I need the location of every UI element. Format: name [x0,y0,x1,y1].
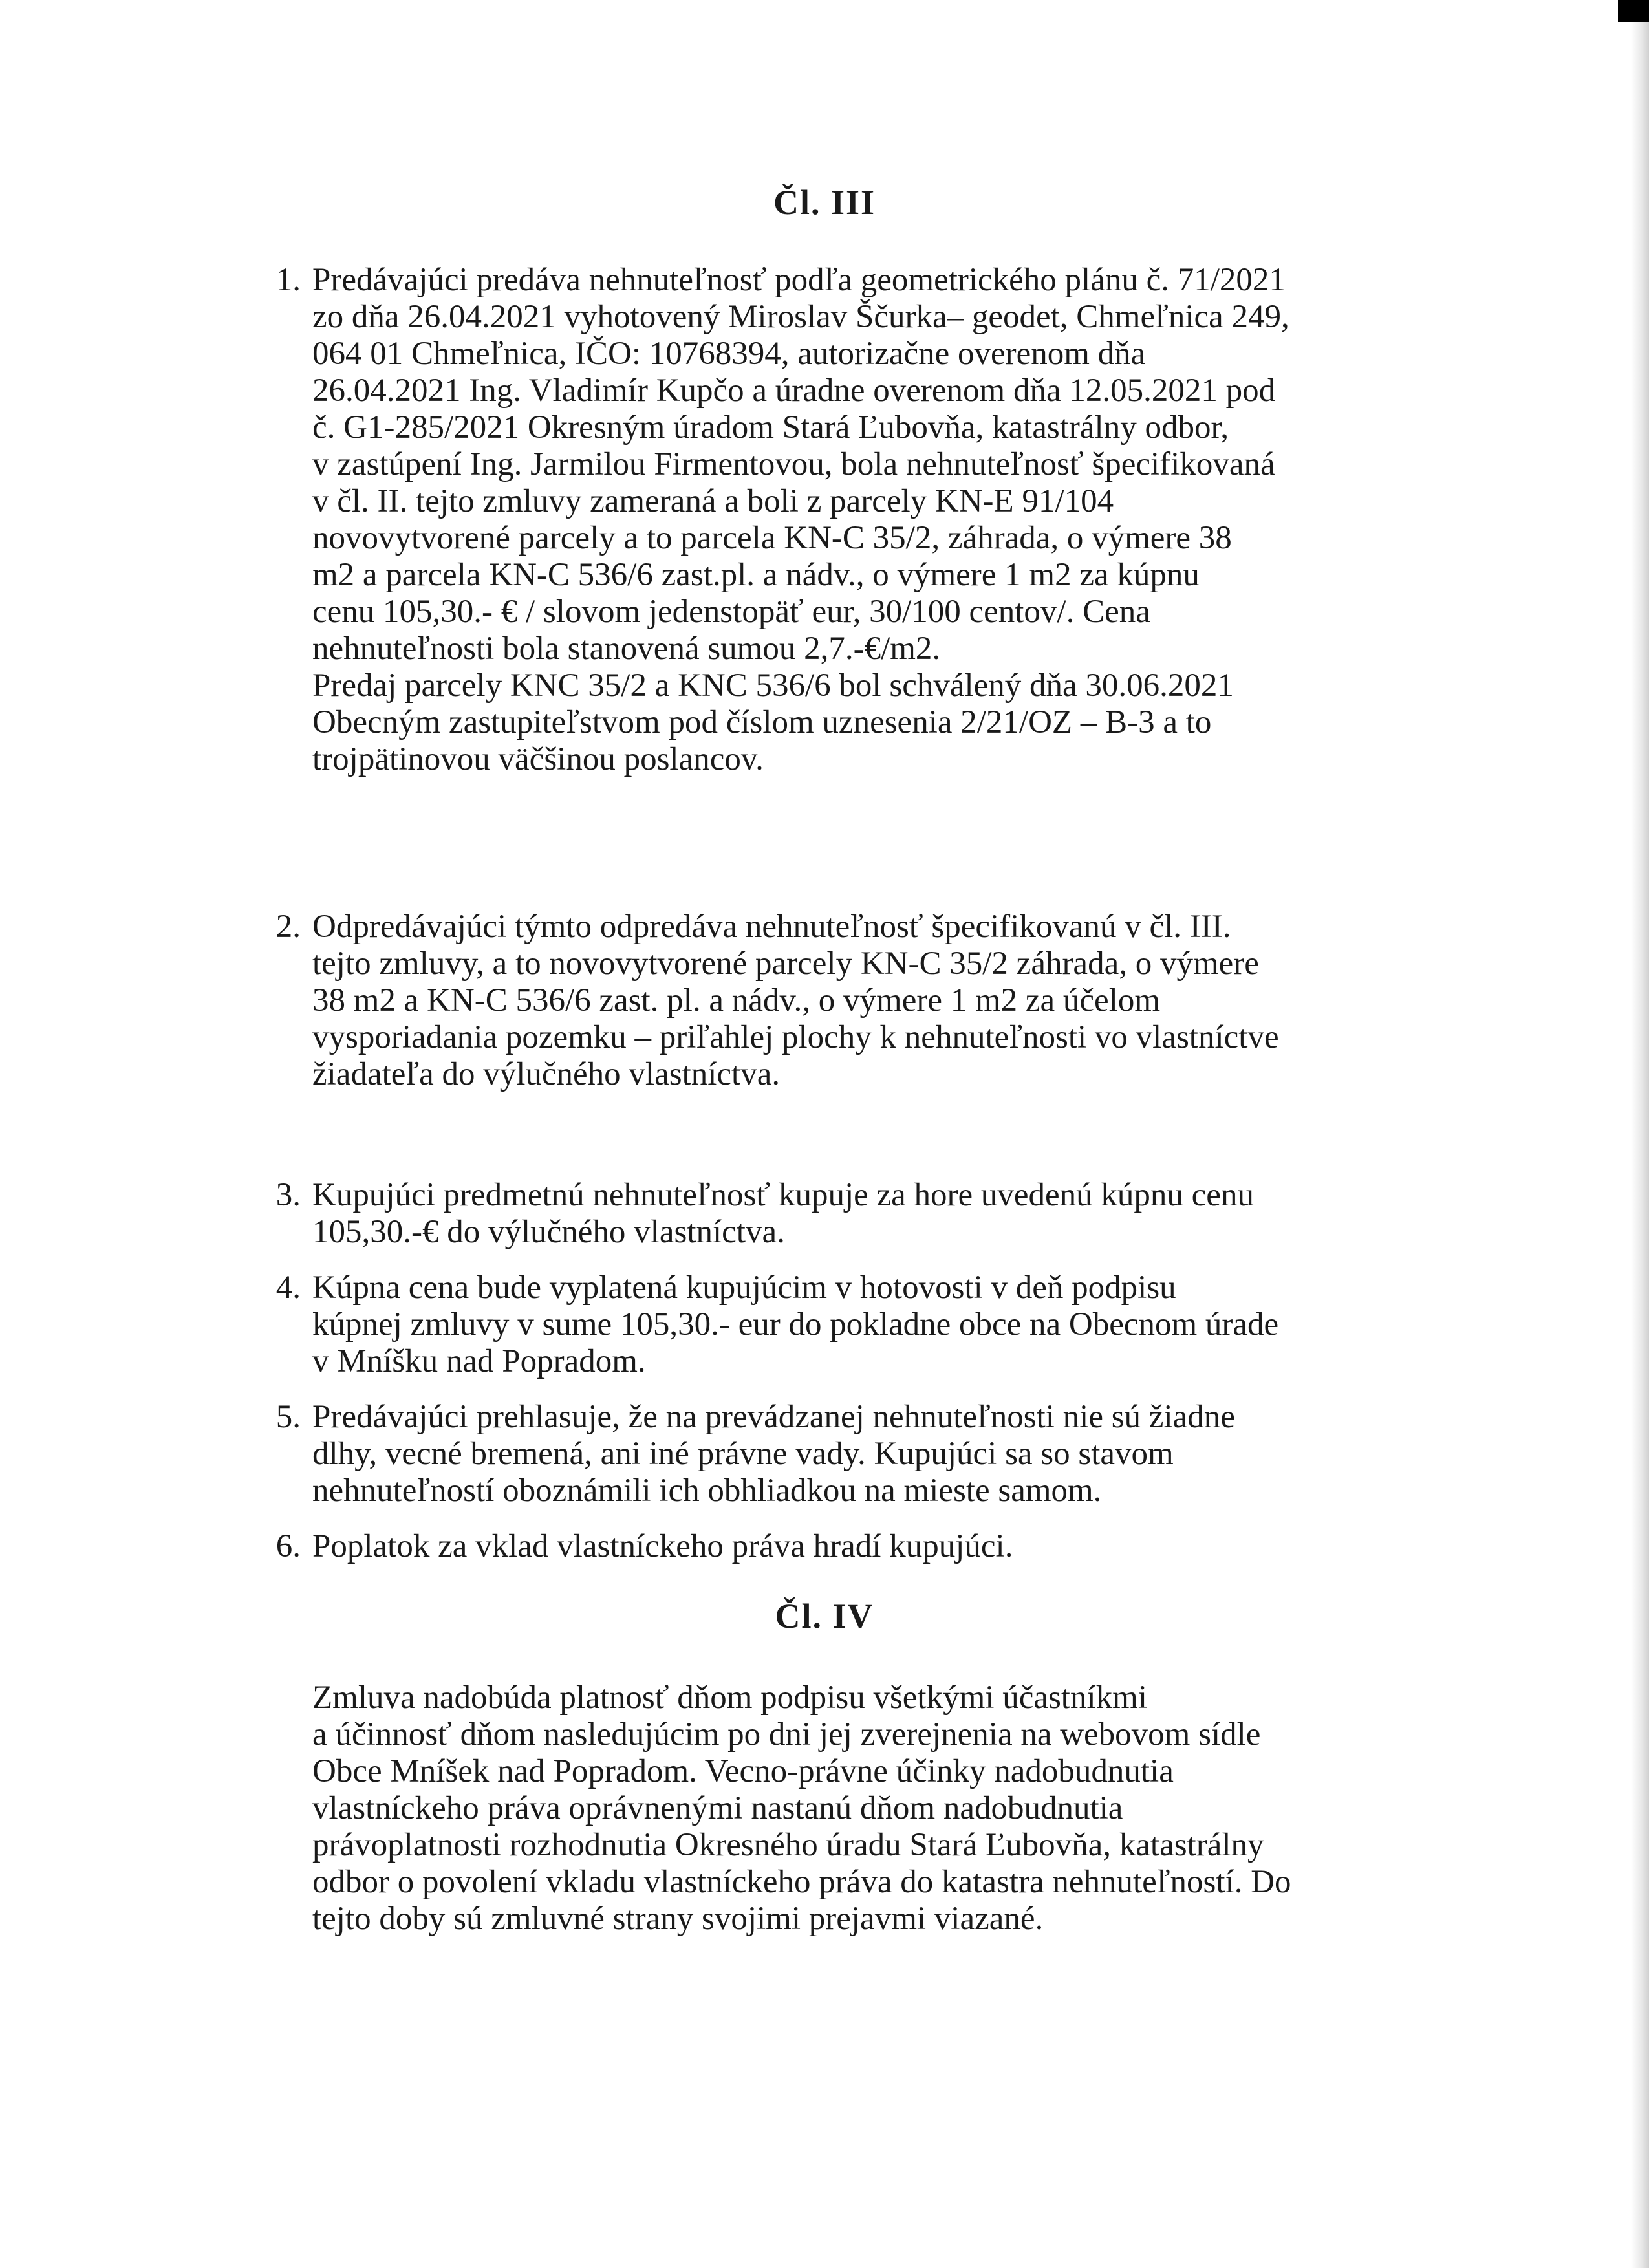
article-3-heading: Čl. III [773,183,876,222]
item-text: Predávajúci prehlasuje, že na prevádzanej nehnuteľnosti nie sú žiadne dlhy, vecné bremená, ani iné právne vady. Kupujúci sa so stavom nehnuteľností oboznámili ich obhliadkou na mieste samom. [312,1399,1235,1509]
scan-corner-mark [1618,0,1649,22]
item-number: 4. [275,1269,301,1306]
article-4-paragraph: Zmluva nadobúda platnosť dňom podpisu všetkými účastníkmi a účinnosť dňom nasledujúcim po dni jej zverejnenia na webovom sídle Obce Mníšek nad Popradom. Vecno-právne účinky nadobudnutia vlastníckeho práva oprávnenými nastanú dňom nadobudnutia právoplatnosti rozhodnutia Okresného úradu Stará Ľubovňa, katastrálny odbor o povolení vkladu vlastníckeho práva do katastra nehnuteľností. Do tejto doby sú zmluvné strany svojimi prejavmi viazané. [312,1679,1291,1937]
item-text: Poplatok za vklad vlastníckeho práva hradí kupujúci. [312,1528,1013,1564]
article-4-heading: Čl. IV [775,1597,874,1636]
item-number: 6. [275,1528,301,1564]
item-number: 5. [275,1399,301,1435]
item-text: Odpredávajúci týmto odpredáva nehnuteľnosť špecifikovanú v čl. III. tejto zmluvy, a to novovytvorené parcely KN-C 35/2 záhrada, o výmere 38 m2 a KN-C 536/6 zast. pl. a nádv., o výmere 1 m2 za účelom vysporiadania pozemku – priľahlej plochy k nehnuteľnosti vo vlastníctve žiadateľa do výlučného vlastníctva. [312,909,1279,1092]
item-text: Kupujúci predmetnú nehnuteľnosť kupuje za hore uvedenú kúpnu cenu 105,30.-€ do výlučného vlastníctva. [312,1177,1254,1250]
item-text: Kúpna cena bude vyplatená kupujúcim v hotovosti v deň podpisu kúpnej zmluvy v sume 105,30.- eur do pokladne obce na Obecnom úrade v Mníšku nad Popradom. [312,1269,1279,1379]
item-number: 2. [275,909,301,945]
scan-edge [1631,0,1649,2268]
item-number: 3. [275,1177,301,1213]
item-text: Predávajúci predáva nehnuteľnosť podľa geometrického plánu č. 71/2021 zo dňa 26.04.2021 vyhotovený Miroslav Ščurka– geodet, Chmeľnica 249, 064 01 Chmeľnica, IČO: 10768394, autorizačne overenom dňa 26.04.2021 Ing. Vladimír Kupčo a úradne overenom dňa 12.05.2021 pod č. G1-285/2021 Okresným úradom Stará Ľubovňa, katastrálny odbor, v zastúpení Ing. Jarmilou Firmentovou, bola nehnuteľnosť špecifikovaná v čl. II. tejto zmluvy zameraná a boli z parcely KN-E 91/104 novovytvorené parcely a to parcela KN-C 35/2, záhrada, o výmere 38 m2 a parcela KN-C 536/6 zast.pl. a nádv., o výmere 1 m2 za kúpnu cenu 105,30.- € / slovom jedenstopäť eur, 30/100 centov/. Cena nehnuteľnosti bola stanovená sumou 2,7.-€/m2. Predaj parcely KNC 35/2 a KNC 536/6 bol schválený dňa 30.06.2021 Obecným zastupiteľstvom pod číslom uznesenia 2/21/OZ – B-3 a to trojpätinovou väčšinou poslancov. [312,262,1289,777]
item-number: 1. [275,262,301,298]
